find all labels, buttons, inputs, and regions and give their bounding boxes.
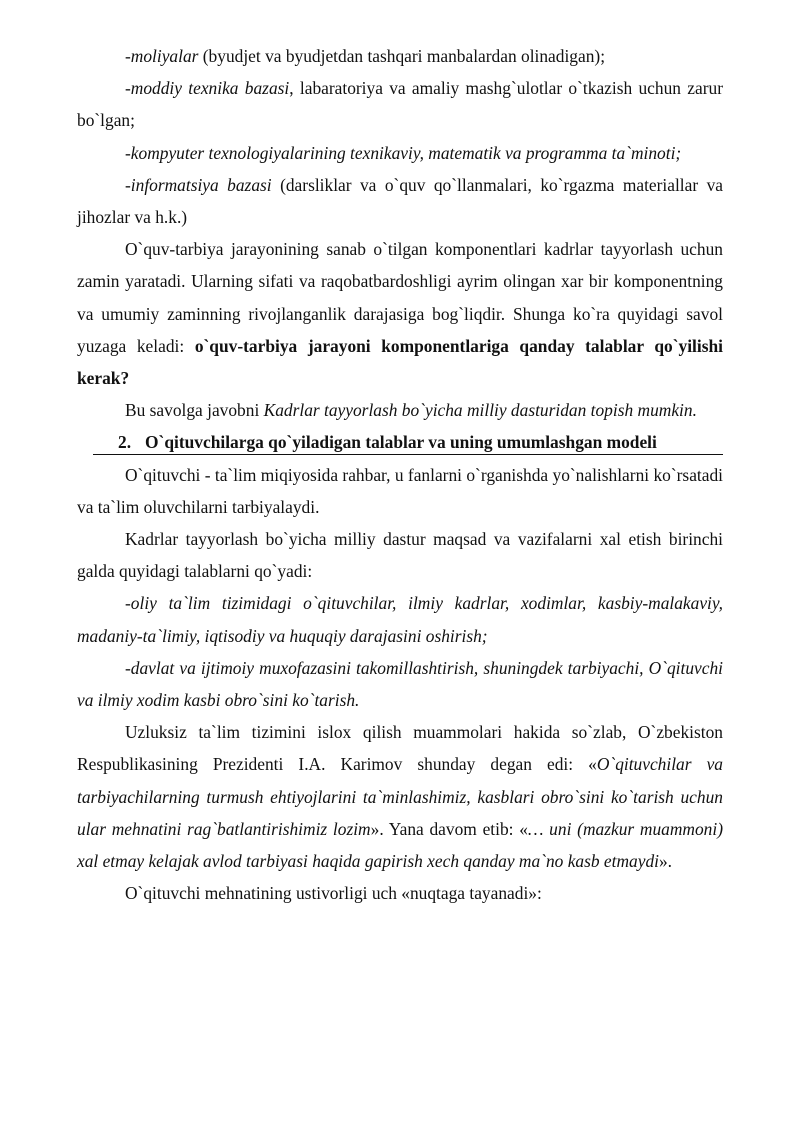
text-teacher-role: O`qituvchi - ta`lim miqiyosida rahbar, u fanlarni o`rganishda yo`nalishlarni ko`rsatadi va ta`lim oluvchilarni tarbiyalaydi. xyxy=(77,464,723,517)
paragraph-components xyxy=(77,233,723,394)
document-page xyxy=(77,40,723,909)
term-material-base: -moddiy texnika bazasi xyxy=(125,78,290,99)
section-heading xyxy=(77,426,723,458)
term-information-base: -informatsiya bazasi xyxy=(125,174,272,195)
term-finance: -moliyalar xyxy=(125,46,199,66)
paragraph-material-base xyxy=(77,72,723,136)
section-title: O`qituvchilarga qo`yiladigan talablar va uning umumlashgan modeli xyxy=(145,432,657,453)
bold-question: o`quv-tarbiya jarayoni komponentlariga qanday talablar qo`yilishi kerak? xyxy=(77,335,723,389)
paragraph-requirement-1 xyxy=(77,587,723,651)
text-components: O`quv-tarbiya jarayonining sanab o`tilgan komponentlari kadrlar tayyorlash uchun zamin yaratadi. Ularning sifati va raqobatbardoshligi ayrim olingan xar bir komponentning va umumiy zaminning rivojlanganlik darajasiga bog`liqdir. Shunga ko`ra quyidagi savol yuzaga keladi: xyxy=(77,239,723,356)
section-number: 2. xyxy=(118,432,132,453)
paragraph-priority xyxy=(77,877,723,909)
italic-program-name: Kadrlar tayyorlash bo`yicha milliy dasturidan topish mumkin. xyxy=(263,400,697,421)
text-finance: (byudjet va byudjetdan tashqari manbalardan olinadigan); xyxy=(198,46,606,66)
term-computer-tech: -kompyuter texnologiyalarining texnikaviy, matematik va programma ta`minoti; xyxy=(125,142,682,163)
quote-text-2: ». Yana davom etib: « xyxy=(370,818,528,839)
text-requirements-intro: Kadrlar tayyorlash bo`yicha milliy dastur maqsad va vazifalarni xal etish birinchi galda quyidagi talablarni qo`yadi: xyxy=(77,529,723,582)
paragraph-answer xyxy=(77,394,723,426)
italic-requirement-1: -oliy ta`lim tizimidagi o`qituvchilar, ilmiy kadrlar, xodimlar, kasbiy-malakaviy, madaniy-ta`limiy, iqtisodiy va huquqiy darajasini oshirish; xyxy=(77,593,723,646)
text-information-base: (darsliklar va o`quv qo`llanmalari, ko`rgazma materiallar va jihozlar va h.k.) xyxy=(77,174,723,228)
quote-text-1: Uzluksiz ta`lim tizimini islox qilish muammolari hakida so`zlab, O`zbekiston Respublikasining Prezidenti I.A. Karimov shunday degan edi: « xyxy=(77,722,723,775)
text-material-base: , labaratoriya va amaliy mashg`ulotlar o`tkazish uchun zarur bo`lgan; xyxy=(77,78,723,131)
paragraph-quote xyxy=(77,716,723,877)
paragraph-information-base xyxy=(77,169,723,233)
quote-italic-2: … uni (mazkur muammoni) xal etmay kelajak avlod tarbiyasi haqida gapirish xech qanday ma`no kasb etmaydi xyxy=(77,818,723,872)
quote-italic-1: O`qituvchilar va tarbiyachilarning turmush ehtiyojlarini ta`minlashimiz, kasblari obro`sini ko`tarish uchun ular mehnatini rag`batlantirishimiz lozim xyxy=(77,754,723,839)
paragraph-requirement-2 xyxy=(77,652,723,716)
paragraph-teacher-role xyxy=(77,459,723,523)
paragraph-finance xyxy=(77,40,723,72)
quote-text-3: ». xyxy=(658,851,673,872)
italic-requirement-2: -davlat va ijtimoiy muxofazasini takomillashtirish, shuningdek tarbiyachi, O`qituvchi va ilmiy xodim kasbi obro`sini ko`tarish. xyxy=(77,657,723,711)
text-priority: O`qituvchi mehnatining ustivorligi uch «nuqtaga tayanadi»: xyxy=(125,883,542,904)
paragraph-requirements-intro xyxy=(77,523,723,587)
heading-underline xyxy=(93,454,723,455)
text-answer: Bu savolga javobni xyxy=(125,400,264,421)
paragraph-computer-tech xyxy=(77,137,723,169)
